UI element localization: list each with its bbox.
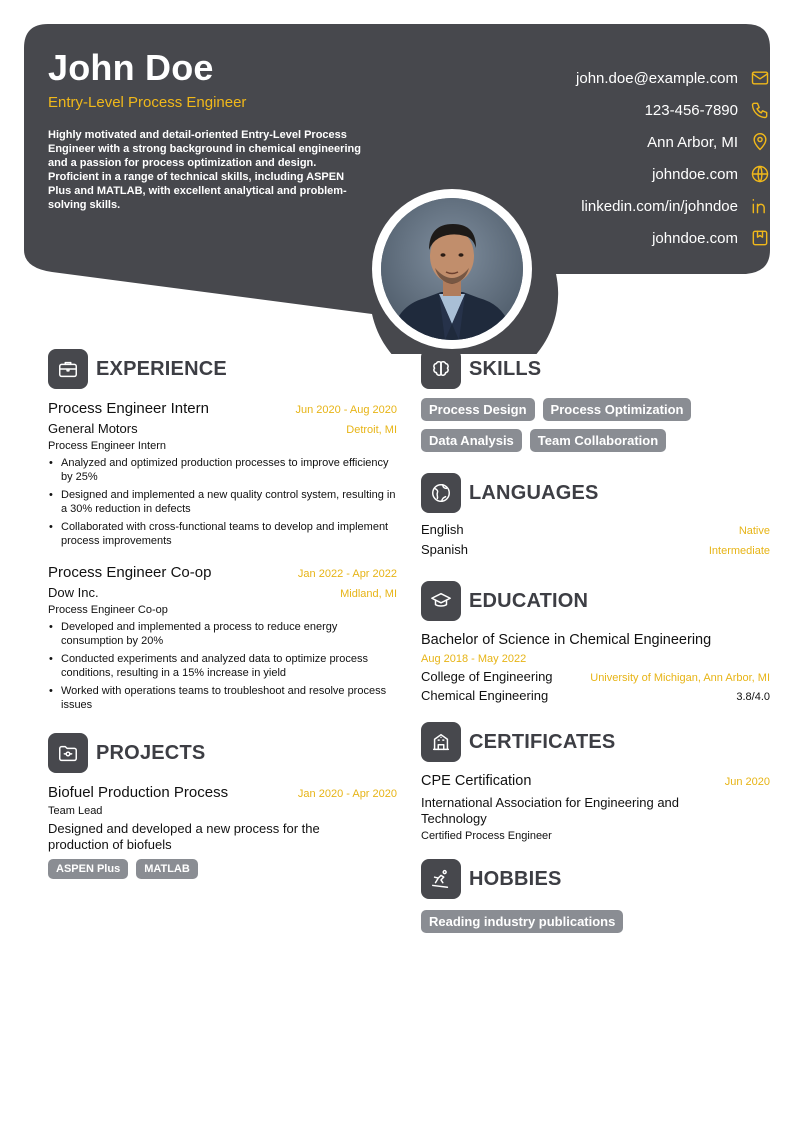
skill-tags	[421, 398, 770, 452]
skill-tag: Team Collaboration	[530, 429, 666, 452]
education-title: EDUCATION	[469, 589, 589, 612]
languages-header	[421, 472, 770, 514]
languages-section	[421, 472, 770, 562]
contact-linkedin[interactable]	[470, 190, 770, 222]
email-text[interactable]: john.doe@example.com	[576, 69, 738, 87]
projects-title: PROJECTS	[96, 741, 206, 764]
education-location: University of Michigan, Ann Arbor, MI	[590, 672, 770, 684]
project-dates: Jan 2020 - Apr 2020	[297, 788, 397, 800]
left-column	[48, 348, 397, 879]
globe-icon	[750, 164, 770, 184]
education-section	[421, 580, 770, 703]
certificate-organization: International Association for Engineering and Technology	[421, 795, 680, 826]
job-role: Process Engineer Intern	[48, 440, 167, 452]
language-item	[421, 522, 770, 542]
folder-icon	[48, 733, 88, 773]
job-position: Process Engineer Co-op	[48, 564, 212, 581]
profile-summary: Highly motivated and detail-oriented Entry-Level Process Engineer with a strong background in chemical engineering and a passion for process optimization and design. Proficient in a range of technical skills, including ASPEN Plus and MATLAB, with excellent analytical and problem-solving skills.	[48, 129, 361, 211]
job-position: Process Engineer Intern	[48, 400, 209, 417]
brain-icon	[421, 349, 461, 389]
language-name: Spanish	[421, 542, 468, 557]
experience-item	[48, 400, 397, 548]
job-bullet: • Collaborated with cross-functional teams to develop and implement process improvements	[48, 520, 397, 548]
skill-tag: Data Analysis	[421, 429, 522, 452]
skills-header	[421, 348, 770, 390]
certificates-title: CERTIFICATES	[469, 730, 616, 753]
hobby-tags	[421, 910, 770, 933]
language-item	[421, 542, 770, 562]
briefcase-icon	[48, 349, 88, 389]
hobbies-section	[421, 858, 770, 933]
job-dates: Jun 2020 - Aug 2020	[295, 404, 397, 416]
experience-item	[48, 564, 397, 712]
hobbies-title: HOBBIES	[469, 867, 562, 890]
location-text: Ann Arbor, MI	[647, 133, 738, 151]
right-column	[421, 348, 770, 933]
candidate-title: Entry-Level Process Engineer	[48, 94, 247, 111]
contact-phone[interactable]	[470, 94, 770, 126]
certificate-date: Jun 2020	[724, 776, 770, 788]
skills-title: SKILLS	[469, 357, 542, 380]
hobby-tag: Reading industry publications	[421, 910, 623, 933]
graduation-cap-icon	[421, 581, 461, 621]
institution-icon	[421, 722, 461, 762]
contact-email[interactable]	[470, 62, 770, 94]
experience-header	[48, 348, 397, 390]
job-company: Dow Inc.	[48, 585, 99, 600]
project-tag: ASPEN Plus	[48, 859, 128, 879]
job-bullets	[48, 620, 397, 712]
certificates-header	[421, 721, 770, 763]
job-company: General Motors	[48, 421, 138, 436]
education-degree: Bachelor of Science in Chemical Engineering	[421, 632, 712, 648]
linkedin-icon	[750, 196, 770, 216]
education-item	[421, 632, 770, 703]
phone-text[interactable]: 123-456-7890	[644, 101, 738, 119]
language-level: Native	[738, 525, 770, 537]
portfolio-text[interactable]: johndoe.com	[652, 229, 738, 247]
skiing-icon	[421, 859, 461, 899]
contact-location	[470, 126, 770, 158]
experience-section	[48, 348, 397, 712]
project-tag: MATLAB	[136, 859, 198, 879]
project-tags	[48, 859, 397, 879]
job-bullet: • Conducted experiments and analyzed data to optimize process conditions, resulting in a 15% increase in yield	[48, 652, 397, 680]
job-dates: Jan 2022 - Apr 2022	[297, 568, 397, 580]
skill-tag: Process Design	[421, 398, 535, 421]
education-dates: Aug 2018 - May 2022	[421, 653, 527, 665]
job-bullets	[48, 456, 397, 548]
certificate-item	[421, 773, 770, 842]
portfolio-icon	[750, 228, 770, 248]
globe-grid-icon	[421, 473, 461, 513]
education-gpa: 3.8/4.0	[736, 691, 770, 703]
languages-title: LANGUAGES	[469, 481, 599, 504]
job-bullet: • Designed and implemented a new quality control system, resulting in a 30% reduction in defects	[48, 488, 397, 516]
location-pin-icon	[750, 132, 770, 152]
job-location: Detroit, MI	[346, 424, 397, 436]
website-text[interactable]: johndoe.com	[652, 165, 738, 183]
job-bullet: • Worked with operations teams to troubleshoot and resolve process issues	[48, 684, 397, 712]
skill-tag: Process Optimization	[543, 398, 692, 421]
certificate-name: CPE Certification	[421, 773, 532, 789]
language-name: English	[421, 522, 464, 537]
certificate-description: Certified Process Engineer	[421, 830, 552, 842]
project-name: Biofuel Production Process	[48, 784, 229, 801]
education-header	[421, 580, 770, 622]
experience-title: EXPERIENCE	[96, 357, 227, 380]
projects-section	[48, 732, 397, 879]
hobbies-header	[421, 858, 770, 900]
job-role: Process Engineer Co-op	[48, 604, 168, 616]
candidate-name: John Doe	[48, 47, 214, 88]
contact-website[interactable]	[470, 158, 770, 190]
profile-photo	[381, 198, 523, 340]
job-location: Midland, MI	[340, 588, 397, 600]
language-level: Intermediate	[708, 545, 770, 557]
education-school: College of Engineering	[421, 669, 553, 684]
projects-header	[48, 732, 397, 774]
skills-section	[421, 348, 770, 452]
project-item	[48, 784, 397, 879]
job-bullet: • Analyzed and optimized production processes to improve efficiency by 25%	[48, 456, 397, 484]
project-description: Designed and developed a new process for the production of biofuels	[48, 821, 320, 852]
certificates-section	[421, 721, 770, 842]
language-list	[421, 522, 770, 562]
linkedin-text[interactable]: linkedin.com/in/johndoe	[581, 197, 738, 215]
project-role: Team Lead	[48, 805, 103, 817]
header-intro	[48, 48, 368, 212]
job-bullet: • Developed and implemented a process to reduce energy consumption by 20%	[48, 620, 397, 648]
mail-icon	[750, 68, 770, 88]
education-major: Chemical Engineering	[421, 688, 549, 703]
phone-icon	[750, 100, 770, 120]
